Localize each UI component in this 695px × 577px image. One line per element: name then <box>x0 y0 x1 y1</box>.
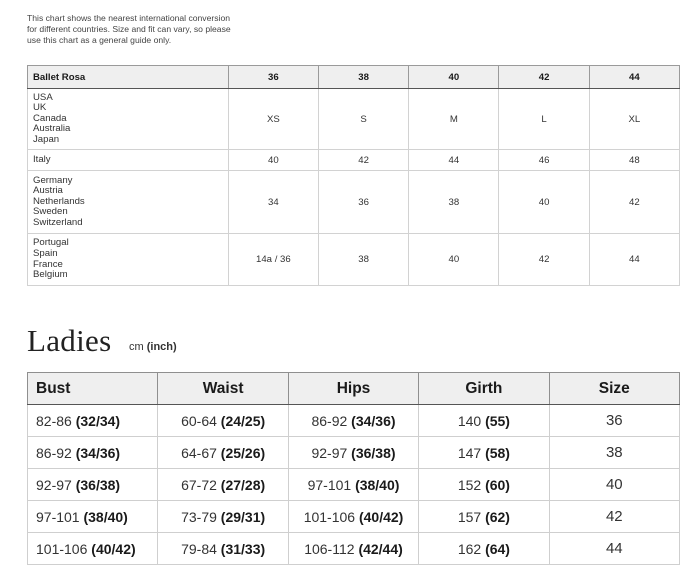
size-value: 40 <box>499 171 589 234</box>
size-cell: 36 <box>549 405 679 437</box>
bust-cell <box>28 469 158 501</box>
waist-cm-value: 60-64 <box>181 412 217 429</box>
bust-inch-value: (36/38) <box>75 476 121 493</box>
size-value: 44 <box>409 150 499 171</box>
bust-cm-value: 101-106 <box>36 540 88 557</box>
countries-cell <box>28 150 229 171</box>
conversion-row <box>28 171 680 234</box>
bust-cm-value: 92-97 <box>36 476 72 493</box>
girth-cm-value: 140 <box>457 412 482 429</box>
waist-cell <box>158 405 288 437</box>
hips-cm-value: 92-97 <box>311 444 348 461</box>
country-name: USA <box>33 91 53 103</box>
hips-header: Hips <box>288 373 418 405</box>
hips-cm-value: 101-106 <box>303 508 356 525</box>
girth-cell <box>419 469 549 501</box>
size-value: 44 <box>589 234 679 286</box>
country-name: Japan <box>33 133 60 145</box>
conversion-row <box>28 89 680 150</box>
girth-cm-value: 157 <box>457 508 482 525</box>
hips-inch-value: (38/40) <box>355 476 400 493</box>
country-name: Australia <box>33 123 71 135</box>
waist-inch-value: (29/31) <box>220 508 266 525</box>
intro-line: use this chart as a general guide only. <box>27 35 172 45</box>
country-name: Switzerland <box>33 216 83 228</box>
bust-cm-value: 86-92 <box>36 444 72 461</box>
size-header: 38 <box>318 66 408 89</box>
bust-cm-value: 97-101 <box>36 508 80 525</box>
bust-inch-value: (34/36) <box>75 444 121 461</box>
unit-inch: (inch) <box>146 341 177 353</box>
bust-inch-value: (32/34) <box>75 412 121 429</box>
size-cell: 40 <box>549 469 679 501</box>
girth-cell <box>419 501 549 533</box>
ladies-row <box>28 437 680 469</box>
country-name: UK <box>33 102 47 114</box>
hips-cm-value: 97-101 <box>307 476 352 493</box>
hips-inch-value: (36/38) <box>351 444 396 461</box>
size-value: 48 <box>589 150 679 171</box>
bust-cell <box>28 533 158 565</box>
size-value: 42 <box>318 150 408 171</box>
country-name: Canada <box>33 112 67 124</box>
size-value: 46 <box>499 150 589 171</box>
size-value: XL <box>589 89 679 150</box>
girth-inch-value: (58) <box>485 444 510 461</box>
unit-cm: cm <box>129 341 144 353</box>
ladies-row <box>28 501 680 533</box>
country-name: Portugal <box>33 237 69 249</box>
size-value: 40 <box>409 234 499 286</box>
size-cell: 44 <box>549 533 679 565</box>
ladies-unit <box>129 341 177 353</box>
waist-cm-value: 73-79 <box>181 508 217 525</box>
waist-cell <box>158 533 288 565</box>
size-value: 38 <box>409 171 499 234</box>
bust-cell <box>28 501 158 533</box>
waist-inch-value: (27/28) <box>220 476 266 493</box>
intro-line: for different countries. Size and fit can vary, so please <box>27 24 231 34</box>
countries-cell <box>28 234 229 286</box>
country-name: Sweden <box>33 206 68 218</box>
waist-inch-value: (25/26) <box>220 444 266 461</box>
size-value: 42 <box>499 234 589 286</box>
intro-line: This chart shows the nearest international conversion <box>27 13 231 23</box>
girth-inch-value: (60) <box>485 476 510 493</box>
waist-cm-value: 64-67 <box>181 444 217 461</box>
waist-header: Waist <box>158 373 288 405</box>
ladies-size-table <box>27 372 680 565</box>
girth-cm-value: 162 <box>457 540 482 557</box>
country-name: Belgium <box>33 269 68 281</box>
ladies-row <box>28 405 680 437</box>
size-header: 40 <box>409 66 499 89</box>
waist-cell <box>158 437 288 469</box>
bust-header: Bust <box>28 373 158 405</box>
country-name: Italy <box>33 153 51 165</box>
size-value: 40 <box>228 150 318 171</box>
country-name: Netherlands <box>33 195 85 207</box>
waist-inch-value: (24/25) <box>220 412 266 429</box>
waist-cm-value: 79-84 <box>181 540 217 557</box>
country-name: Germany <box>33 174 73 186</box>
size-value: 38 <box>318 234 408 286</box>
ladies-title: Ladies <box>27 323 112 358</box>
hips-inch-value: (40/42) <box>358 508 404 525</box>
girth-cell <box>419 437 549 469</box>
girth-header: Girth <box>419 373 549 405</box>
bust-inch-value: (40/42) <box>91 540 136 557</box>
waist-cell <box>158 469 288 501</box>
hips-cell <box>288 405 418 437</box>
size-value: 36 <box>318 171 408 234</box>
brand-header: Ballet Rosa <box>28 66 229 89</box>
hips-cell <box>288 501 418 533</box>
size-value: M <box>409 89 499 150</box>
size-value: 14a / 36 <box>228 234 318 286</box>
countries-cell <box>28 89 229 150</box>
intro-text <box>27 13 297 46</box>
size-conversion-table <box>27 65 680 286</box>
countries-cell <box>28 171 229 234</box>
size-value: 34 <box>228 171 318 234</box>
size-header: 44 <box>589 66 679 89</box>
size-value: S <box>318 89 408 150</box>
size-header: 42 <box>499 66 589 89</box>
hips-cell <box>288 437 418 469</box>
size-value: 42 <box>589 171 679 234</box>
girth-inch-value: (55) <box>485 412 510 429</box>
ladies-row <box>28 533 680 565</box>
ladies-header-row <box>28 373 680 405</box>
girth-inch-value: (62) <box>485 508 510 525</box>
hips-cell <box>288 469 418 501</box>
conversion-header-row <box>28 66 680 89</box>
country-name: France <box>33 258 63 270</box>
ladies-row <box>28 469 680 501</box>
size-value: L <box>499 89 589 150</box>
bust-cell <box>28 405 158 437</box>
size-cell: 42 <box>549 501 679 533</box>
size-header: Size <box>549 373 679 405</box>
country-name: Spain <box>33 247 58 259</box>
waist-cell <box>158 501 288 533</box>
waist-cm-value: 67-72 <box>181 476 217 493</box>
girth-cell <box>419 533 549 565</box>
country-name: Austria <box>33 185 63 197</box>
waist-inch-value: (31/33) <box>220 540 266 557</box>
bust-inch-value: (38/40) <box>83 508 128 525</box>
conversion-row <box>28 150 680 171</box>
hips-cm-value: 86-92 <box>311 412 348 429</box>
hips-inch-value: (42/44) <box>358 540 403 557</box>
size-cell: 38 <box>549 437 679 469</box>
bust-cm-value: 82-86 <box>36 412 72 429</box>
hips-cm-value: 106-112 <box>304 540 355 557</box>
bust-cell <box>28 437 158 469</box>
hips-inch-value: (34/36) <box>351 412 396 429</box>
girth-cell <box>419 405 549 437</box>
girth-cm-value: 152 <box>457 476 482 493</box>
girth-cm-value: 147 <box>457 444 482 461</box>
size-value: XS <box>228 89 318 150</box>
size-header: 36 <box>228 66 318 89</box>
conversion-row <box>28 234 680 286</box>
girth-inch-value: (64) <box>485 540 510 557</box>
hips-cell <box>288 533 418 565</box>
